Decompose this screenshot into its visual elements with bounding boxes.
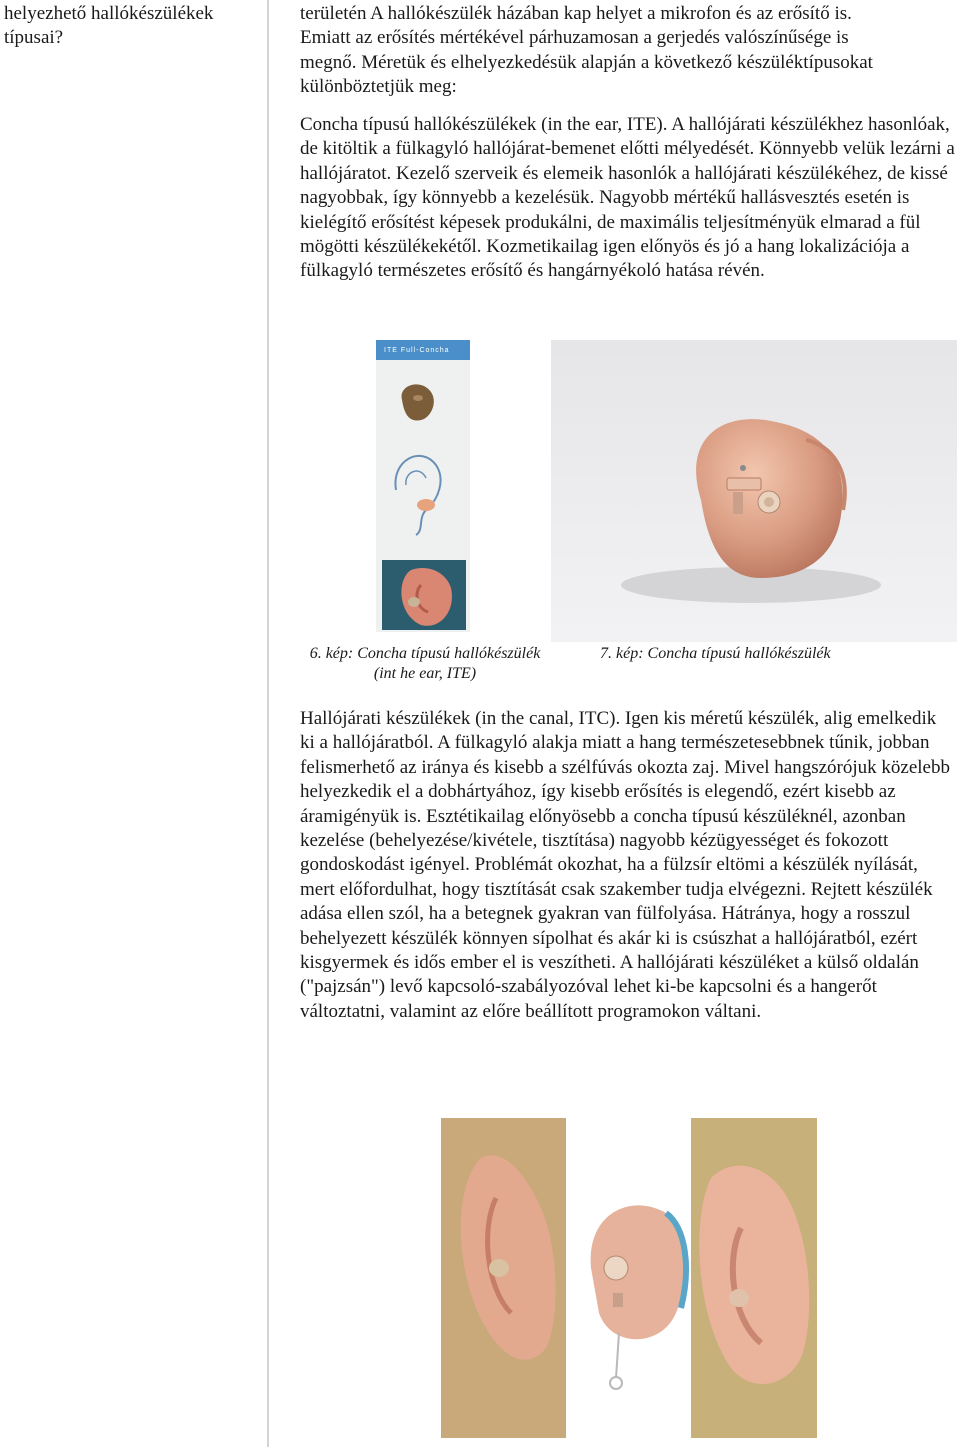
figure-6-caption-text: Concha típusú hallókészülék (int he ear, ITE) — [353, 645, 541, 682]
concha-hearing-aid-photo — [551, 340, 957, 642]
itc-collage-image — [441, 1118, 817, 1438]
figure-7-caption-text: Concha típusú hallókészülék — [643, 645, 831, 662]
column-divider — [267, 0, 269, 1447]
figure-6-label: ITE Full-Concha — [384, 347, 450, 354]
figure-7-caption — [600, 644, 910, 664]
ite-full-concha-illustration — [376, 340, 470, 632]
paragraph-concha: Concha típusú hallókészülékek (in the ear, ITE). A hallójárati készülékhez hasonlóak, de kitöltik a fülkagyló hallójárat-bemenet előtti mélyedését. Könnyebb velük lezárni a hallójáratot. Kezelő szerveik és elemeik hasonlók a hallójárati készülékéhez, de kissé nagyobbak, így könnyebb a kezelésük. Nagyobb mértékű hallásvesztés esetén is kielégítő erősítést képesek produkálni, de maximális teljesítményük elmarad a fül mögötti készülékekétől. Kozmetikailag igen előnyös és jó a hang lokalizációja a fülkagyló természetes erősítő és hangárnyékoló hatása révén. — [300, 114, 955, 282]
figure-7-caption-prefix: 7. kép: — [600, 645, 644, 662]
section-question: helyezhető hallókészülékek típusai? — [4, 3, 214, 48]
itc-ear-collage — [441, 1118, 817, 1438]
figure-6-caption — [305, 644, 545, 684]
figure-7-image — [551, 340, 957, 642]
figure-6-caption-prefix: 6. kép: — [309, 645, 354, 662]
left-column — [0, 0, 265, 1447]
figure-6-image — [376, 340, 470, 632]
paragraph-itc: Hallójárati készülékek (in the canal, ITC). Igen kis méretű készülék, alig emelkedik ki a hallójáratból. A fülkagyló alakja miatt a hang természetesebbnek tűnik, jobban felismerhető az iránya és kisebb a szélfúvás okozta zaj. Mivel hangszórójuk közelebb helyezkedik el a dobhártyához, így kisebb erősítés is elegendő, ezért kisebb az áramigényük is. Esztétikailag előnyösebb a concha típusú készüléknél, azonban kezelése (behelyezése/kivétele, tisztítása) nagyobb kézügyességet és fokozott gondoskodást igényel. Problémát okozhat, ha a fülzsír eltömi a készülék nyílását, mert előfordulhat, hogy tisztítását csak szakember tudja elvégezni. Rejtett készülék adása ellen szól, ha a betegnek gyakran van fülfolyása. Hátránya, hogy a rosszul behelyezett készülék könnyen sípolhat és akár ki is csúszhat a hallójáratból, ezért kisgyermek és idős ember el is veszítheti. A hallójárati készüléket a külső oldalán ("pajzsán") levő kapcsoló-szabályozóval lehet ki-be kapcsolni és a hangerőt változtatni, valamint az előre beállított programokon váltani. — [300, 708, 950, 1022]
paragraph-intro: területén A hallókészülék házában kap helyet a mikrofon és az erősítő is. Emiatt az erősítés mértékével párhuzamosan a gerjedés valószínűsége is megnő. Méretük és elhelyezkedésük alapján a következő készüléktípusokat különböztetjük meg: — [300, 3, 873, 98]
